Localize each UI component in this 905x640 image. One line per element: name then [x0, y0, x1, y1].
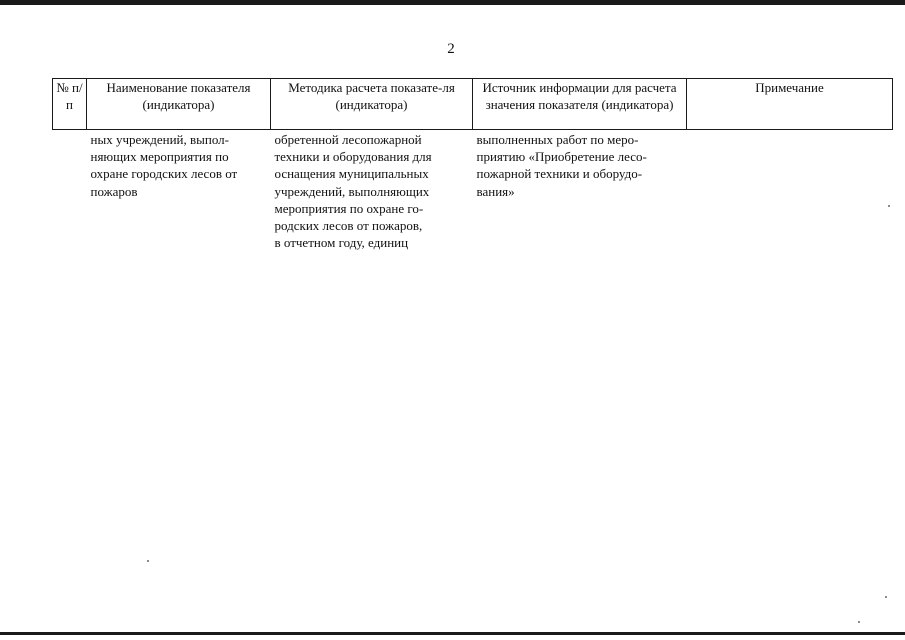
cell-text-line: вания»: [476, 183, 515, 199]
header-information-source: Источник информации для расчета значения показателя (индикатора): [473, 79, 687, 130]
bottom-border-line: [0, 632, 905, 635]
top-border-line: [0, 0, 905, 5]
cell-text-line: охране городских лесов от: [90, 166, 238, 182]
cell-text-line: родских лесов от пожаров,: [274, 218, 423, 234]
cell-text-line: приятию «Приобретение лесо-: [476, 149, 647, 165]
header-calculation-method: Методика расчета показате-ля (индикатора): [271, 79, 473, 130]
cell-text-line: няющих мероприятия по: [90, 149, 229, 165]
cell-text-line: выполненных работ по меро-: [476, 132, 639, 147]
cell-calculation-method: [271, 130, 473, 252]
header-indicator-name: Наименование показателя (индикатора): [87, 79, 271, 130]
cell-information-source: [473, 130, 687, 252]
table-row: [53, 130, 893, 252]
cell-indicator-name: [87, 130, 271, 252]
cell-note: [687, 130, 893, 252]
scan-speck: [147, 560, 149, 562]
cell-text-line: пожарной техники и оборудо-: [476, 166, 643, 182]
cell-number: [53, 130, 87, 252]
cell-text-line: пожаров: [90, 183, 138, 199]
page-number: 2: [447, 41, 455, 57]
table-header-row: [53, 79, 893, 130]
cell-text-line: ных учреждений, выпол-: [90, 132, 229, 147]
cell-text-line: техники и оборудования для: [274, 149, 432, 165]
cell-text-line: в отчетном году, единиц: [274, 235, 409, 251]
indicator-table: [52, 78, 893, 251]
scan-speck: [885, 596, 887, 598]
header-number: № п/п: [53, 79, 87, 130]
cell-text-line: обретенной лесопожарной: [274, 132, 422, 147]
cell-text-line: учреждений, выполняющих: [274, 183, 430, 199]
cell-text-line: оснащения муниципальных: [274, 166, 429, 182]
cell-text-line: мероприятия по охране го-: [274, 200, 424, 216]
scan-speck: [858, 621, 860, 623]
scan-speck: [888, 205, 890, 207]
header-note: Примечание: [687, 79, 893, 130]
